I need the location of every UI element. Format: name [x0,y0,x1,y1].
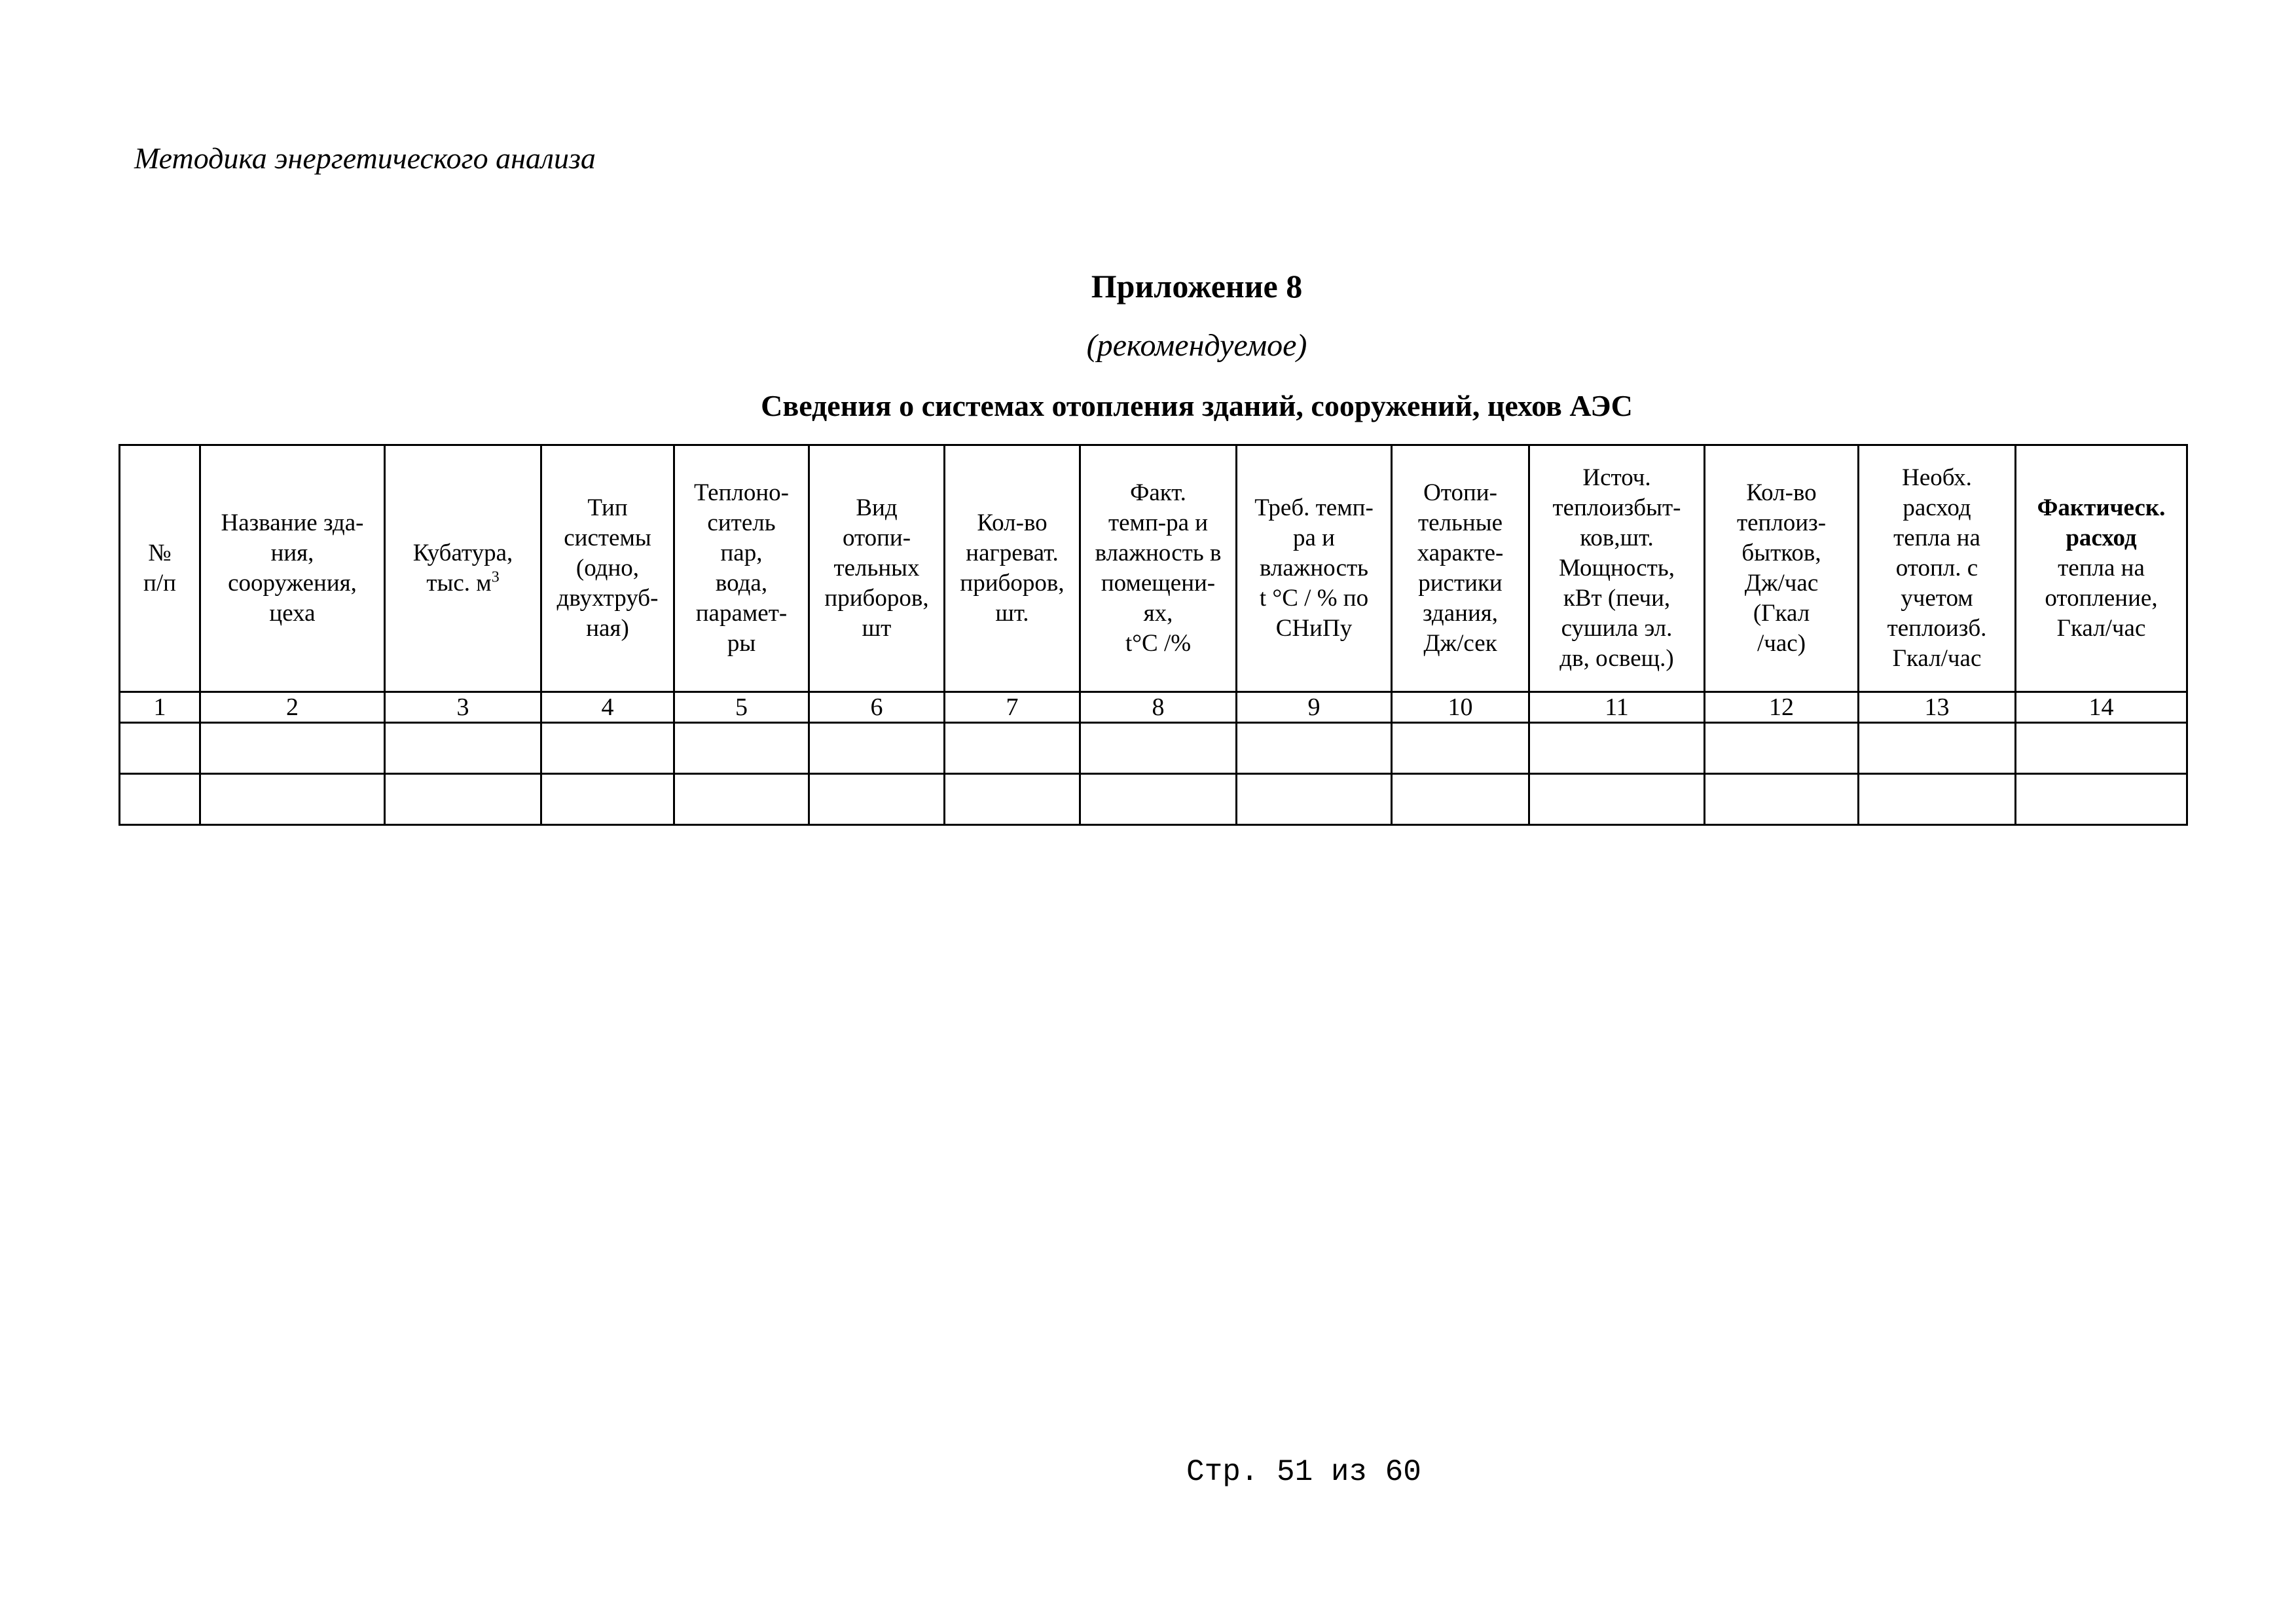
appendix-status: (рекомендуемое) [1086,328,1307,363]
header-cell-3: Кубатура, тыс. $м^3$ [385,445,541,692]
table-cell [385,774,541,825]
header-cell-4: Тип системы (одно, двухтруб- ная) [541,445,674,692]
appendix-title: Приложение 8 [1091,268,1303,304]
table-cell [809,723,945,774]
table-cell [1859,774,2016,825]
table-cell [674,723,809,774]
table-cell [1080,774,1237,825]
table-cell [809,774,945,825]
header-cell-11: Источ. теплоизбыт- ков,шт. Мощность, кВт (печи, сушила эл. дв, освещ.) [1529,445,1705,692]
table-cell [1705,723,1859,774]
column-number: 9 [1237,692,1392,723]
header-cell-5: Теплоно- ситель пар, вода, парамет- ры [674,445,809,692]
table-row [120,723,2187,774]
heating-systems-table [118,444,2188,826]
table-cell [120,723,200,774]
header-cell-8: Факт. темп-ра и влажность в помещени- ях, t°C /% [1080,445,1237,692]
table-caption: Сведения о системах отопления зданий, сооружений, цехов АЭС [761,389,1633,422]
table-cell [1237,723,1392,774]
table-cell [385,723,541,774]
header-cell-9: Треб. темп- ра и влажность t °C / % по СНиПу [1237,445,1392,692]
header-cell-1: № п/п [120,445,200,692]
column-number: 1 [120,692,200,723]
table-cell [200,723,385,774]
table-cell [945,723,1080,774]
column-number-row [120,692,2187,723]
page-number: Стр. 51 из 60 [1186,1455,1421,1489]
column-number: 5 [674,692,809,723]
running-head: Методика энергетического анализа [134,141,596,175]
header-cell-12: Кол-во теплоиз- бытков, Дж/час (Гкал /час) [1705,445,1859,692]
table-cell [674,774,809,825]
column-number: 14 [2016,692,2187,723]
header-cell-6: Вид отопи- тельных приборов, шт [809,445,945,692]
table-cell [541,774,674,825]
table-header-row [120,445,2187,692]
table-cell [541,723,674,774]
table-cell [2016,723,2187,774]
column-number: 10 [1392,692,1529,723]
table-cell [1392,723,1529,774]
header-cell-10: Отопи- тельные характе- ристики здания, Дж/сек [1392,445,1529,692]
table-cell [2016,774,2187,825]
column-number: 6 [809,692,945,723]
table-cell [1237,774,1392,825]
column-number: 2 [200,692,385,723]
table-cell [1392,774,1529,825]
table-cell [1080,723,1237,774]
header-cell-13: Необх. расход тепла на отопл. с учетом теплоизб. Гкал/час [1859,445,2016,692]
table-cell [120,774,200,825]
table-cell [1529,774,1705,825]
table-cell [200,774,385,825]
column-number: 11 [1529,692,1705,723]
header-cell-2: Название зда- ния, сооружения, цеха [200,445,385,692]
table-cell [1859,723,2016,774]
header-cell-7: Кол-во нагреват. приборов, шт. [945,445,1080,692]
table-cell [1705,774,1859,825]
column-number: 12 [1705,692,1859,723]
column-number: 7 [945,692,1080,723]
column-number: 4 [541,692,674,723]
column-number: 3 [385,692,541,723]
header-cell-14: Фактическ. расход тепла на отопление, Гкал/час [2016,445,2187,692]
table-cell [945,774,1080,825]
table-cell [1529,723,1705,774]
column-number: 13 [1859,692,2016,723]
column-number: 8 [1080,692,1237,723]
table-row [120,774,2187,825]
